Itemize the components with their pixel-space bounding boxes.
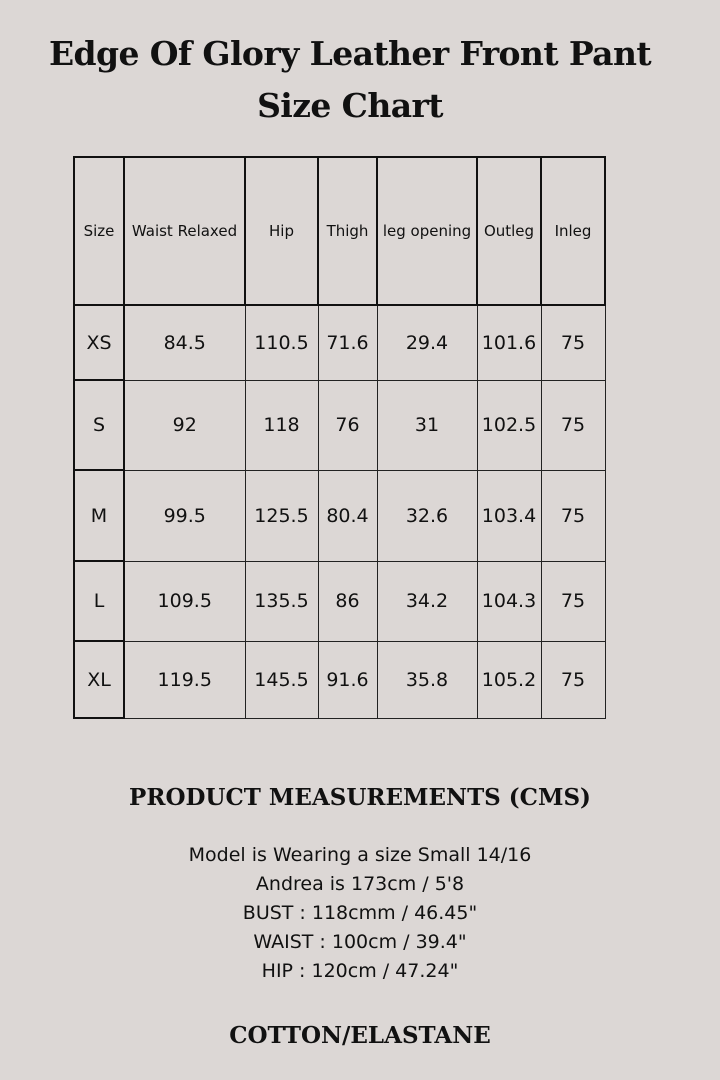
table-cell: 103.4	[477, 470, 541, 561]
page-subtitle: Size Chart	[257, 86, 443, 125]
table-cell: 75	[541, 641, 605, 718]
table-row	[74, 561, 605, 641]
table-row	[74, 641, 605, 718]
model-note-line: Model is Wearing a size Small 14/16	[188, 844, 532, 866]
table-cell: 109.5	[124, 561, 245, 641]
table-cell: 34.2	[377, 561, 477, 641]
size-cell: L	[74, 561, 124, 641]
table-cell: 76	[318, 380, 377, 470]
column-header: Size	[74, 157, 124, 305]
model-note-line: BUST : 118cmm / 46.45"	[242, 902, 478, 924]
column-header: Outleg	[477, 157, 541, 305]
table-cell: 101.6	[477, 305, 541, 380]
table-cell: 104.3	[477, 561, 541, 641]
table-cell: 29.4	[377, 305, 477, 380]
table-cell: 75	[541, 305, 605, 380]
measurements-heading: PRODUCT MEASUREMENTS (CMS)	[129, 784, 591, 811]
table-cell: 80.4	[318, 470, 377, 561]
table-cell: 102.5	[477, 380, 541, 470]
size-cell: S	[74, 380, 124, 470]
table-cell: 145.5	[245, 641, 318, 718]
column-header: Waist Relaxed	[124, 157, 245, 305]
table-cell: 75	[541, 561, 605, 641]
model-note-line: HIP : 120cm / 47.24"	[261, 960, 459, 982]
table-cell: 31	[377, 380, 477, 470]
table-cell: 119.5	[124, 641, 245, 718]
table-cell: 91.6	[318, 641, 377, 718]
size-chart-table	[73, 156, 606, 719]
table-cell: 135.5	[245, 561, 318, 641]
table-cell: 125.5	[245, 470, 318, 561]
table-cell: 92	[124, 380, 245, 470]
model-note-line: WAIST : 100cm / 39.4"	[253, 931, 467, 953]
column-header: leg opening	[377, 157, 477, 305]
material-heading: COTTON/ELASTANE	[229, 1022, 491, 1049]
table-row	[74, 305, 605, 380]
table-cell: 75	[541, 470, 605, 561]
table-row	[74, 380, 605, 470]
table-cell: 110.5	[245, 305, 318, 380]
model-note-line: Andrea is 173cm / 5'8	[255, 873, 465, 895]
size-cell: M	[74, 470, 124, 561]
table-cell: 118	[245, 380, 318, 470]
table-cell: 105.2	[477, 641, 541, 718]
table-cell: 32.6	[377, 470, 477, 561]
table-row	[74, 470, 605, 561]
page-title: Edge Of Glory Leather Front Pant	[49, 34, 651, 73]
table-cell: 86	[318, 561, 377, 641]
column-header: Thigh	[318, 157, 377, 305]
size-cell: XL	[74, 641, 124, 718]
model-notes	[0, 841, 720, 986]
table-header-row	[74, 157, 605, 305]
table-cell: 84.5	[124, 305, 245, 380]
table-cell: 99.5	[124, 470, 245, 561]
column-header: Hip	[245, 157, 318, 305]
column-header: Inleg	[541, 157, 605, 305]
table-cell: 35.8	[377, 641, 477, 718]
table-cell: 71.6	[318, 305, 377, 380]
table-cell: 75	[541, 380, 605, 470]
size-cell: XS	[74, 305, 124, 380]
